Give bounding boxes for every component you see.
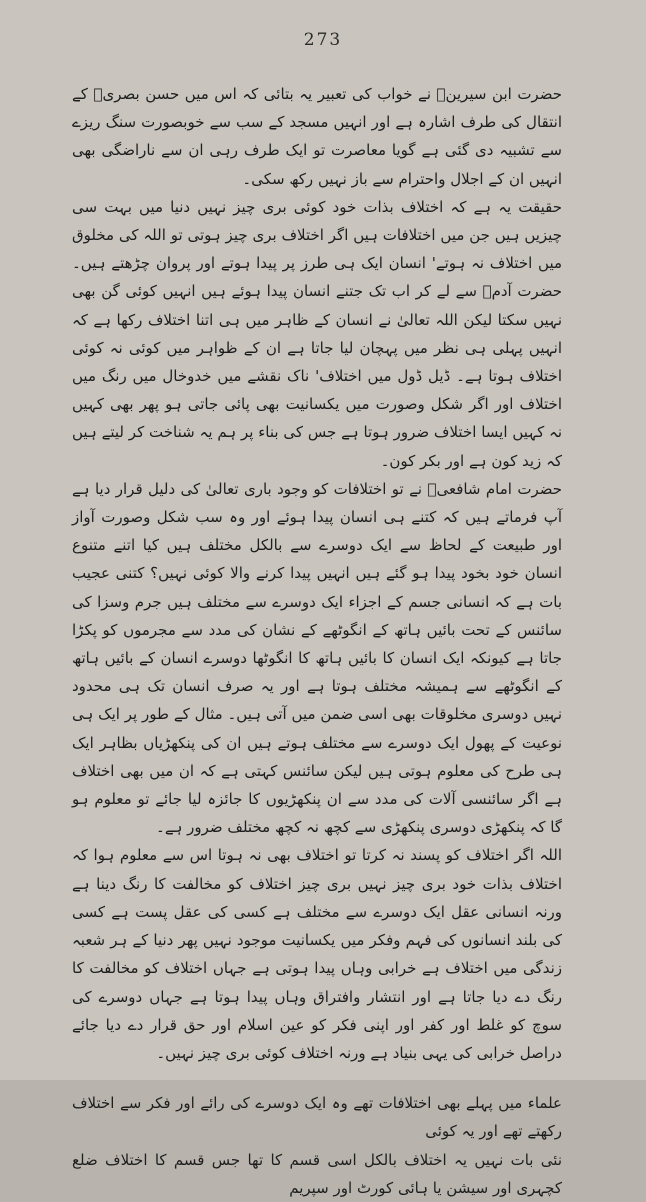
page-body-text	[72, 80, 562, 1197]
paragraph-difference-not-bad: حقیقت یہ ہے کہ اختلاف بذات خود کوئی بری چیز نہیں دنیا میں بہت سی چیزیں ہیں جن میں اختلافات ہیں اگر اختلاف بری چیز ہوتی تو اللہ کی مخلوق میں اختلاف نہ ہوتے' انسان ایک ہی طرز پر پیدا ہوتے اور پروان چڑھتے ہیں۔ حضرت آدمؑ سے لے کر اب تک جتنے انسان پیدا ہوئے ہیں انہیں کوئی گن بھی نہیں سکتا لیکن اللہ تعالیٰ نے انسان کے ظاہر میں ہی اتنا اختلاف رکھا ہے کہ انہیں پہلی ہی نظر میں پہچان لیا جاتا ہے ان کے ظواہر میں کوئی نہ کوئی اختلاف ہوتا ہے۔ ڈیل ڈول میں اختلاف' ناک نقشے میں خدوخال میں رنگ میں اختلاف اور اگر شکل وصورت میں یکسانیت بھی پائی جاتی ہو پھر بھی کہیں نہ کہیں ایسا اختلاف ضرور ہوتا ہے جس کی بناء پر ہم یہ شناخت کر لیتے ہیں کہ زید کون ہے اور بکر کون۔	[72, 197, 562, 470]
paragraph-imam-shafi: حضرت امام شافعیؒ نے تو اختلافات کو وجود باری تعالیٰ کی دلیل قرار دیا ہے آپ فرماتے ہیں کہ کتنے ہی انسان پیدا ہوئے اور وہ سب شکل وصورت آواز اور طبیعت کے لحاظ سے ایک دوسرے سے بالکل مختلف ہیں کیا اتنے متنوع انسان خود بخود پیدا ہو گئے ہیں انہیں پیدا کرنے والا کوئی نہیں؟ کتنی عجیب بات ہے کہ انسانی جسم کے اجزاء ایک دوسرے سے مختلف ہیں جرم وسزا کی سائنس کے تحت بائیں ہاتھ کے انگوٹھے کے نشان کی مدد سے مجرموں کو پکڑا جاتا ہے کیونکہ ایک انسان کا بائیں ہاتھ کا انگوٹھا دوسرے انسان کے بائیں ہاتھ کے انگوٹھے سے ہمیشہ مختلف ہوتا ہے اور یہ صرف انسان تک ہی محدود نہیں دوسری مخلوقات بھی اسی ضمن میں آتی ہیں۔ مثال کے طور پر ایک ہی نوعیت کے پھول ایک دوسرے سے مختلف ہوتے ہیں ان کی پنکھڑیاں بظاہر ایک ہی طرح کی معلوم ہوتی ہیں لیکن سائنس کہتی ہے کہ ان میں بھی اختلاف ہے اگر سائنسی آلات کی مدد سے ان پنکھڑیوں کا جائزہ لیا جائے تو معلوم ہو گا کہ پنکھڑی دوسری پنکھڑی سے کچھ نہ کچھ مختلف ضرور ہے۔	[72, 479, 562, 837]
text-line: علماء میں پہلے بھی اختلافات تھے وہ ایک دوسرے کی رائے اور فکر سے اختلاف رکھتے تھے اور یہ کوئی	[72, 1094, 562, 1141]
paragraph-allah-and-difference: اللہ اگر اختلاف کو پسند نہ کرتا تو اختلاف بھی نہ ہوتا اس سے معلوم ہوا کہ اختلاف بذات خود بری چیز نہیں بری چیز اختلاف کو مخالفت کا رنگ دینا ہے ورنہ انسانی عقل ایک دوسرے سے مختلف ہے کسی کی عقل پست ہے کسی کی بلند انسانوں کی فہم وفکر میں یکسانیت موجود نہیں پھر دنیا کے ہر شعبہ زندگی میں اختلاف ہے خرابی وہاں پیدا ہوتی ہے جہاں اختلاف کو مخالفت کا رنگ دے دیا جاتا ہے اور انتشار وافتراق وہاں پیدا ہوتا ہے جہاں دوسرے کی سوچ کو غلط اور کفر اور اپنی فکر کو عین اسلام اور حق قرار دے دیا جائے دراصل خرابی کی یہی بنیاد ہے ورنہ اختلاف کوئی بری چیز نہیں۔	[72, 846, 562, 1062]
text-line: نئی بات نہیں یہ اختلاف بالکل اسی قسم کا تھا جس قسم کا اختلاف ضلع کچہری اور سیشن یا ہائی کورٹ اور سپریم	[72, 1150, 562, 1197]
page-number: 273	[303, 30, 343, 50]
paragraph-ulama-differences	[72, 1089, 562, 1202]
paragraph-dream-interpretation: حضرت ابن سیرینؒ نے خواب کی تعبیر یہ بتائی کہ اس میں حسن بصریؒ کے انتقال کی طرف اشارہ ہے اور انہیں مسجد کے سب سے خوبصورت سنگ ریزے سے تشبیہ دی گئی ہے گویا معاصرت تو ایک طرف رہی ان سے ناراضگی بھی انہیں ان کے اجلال واحترام سے باز نہیں رکھ سکی۔	[72, 85, 562, 188]
